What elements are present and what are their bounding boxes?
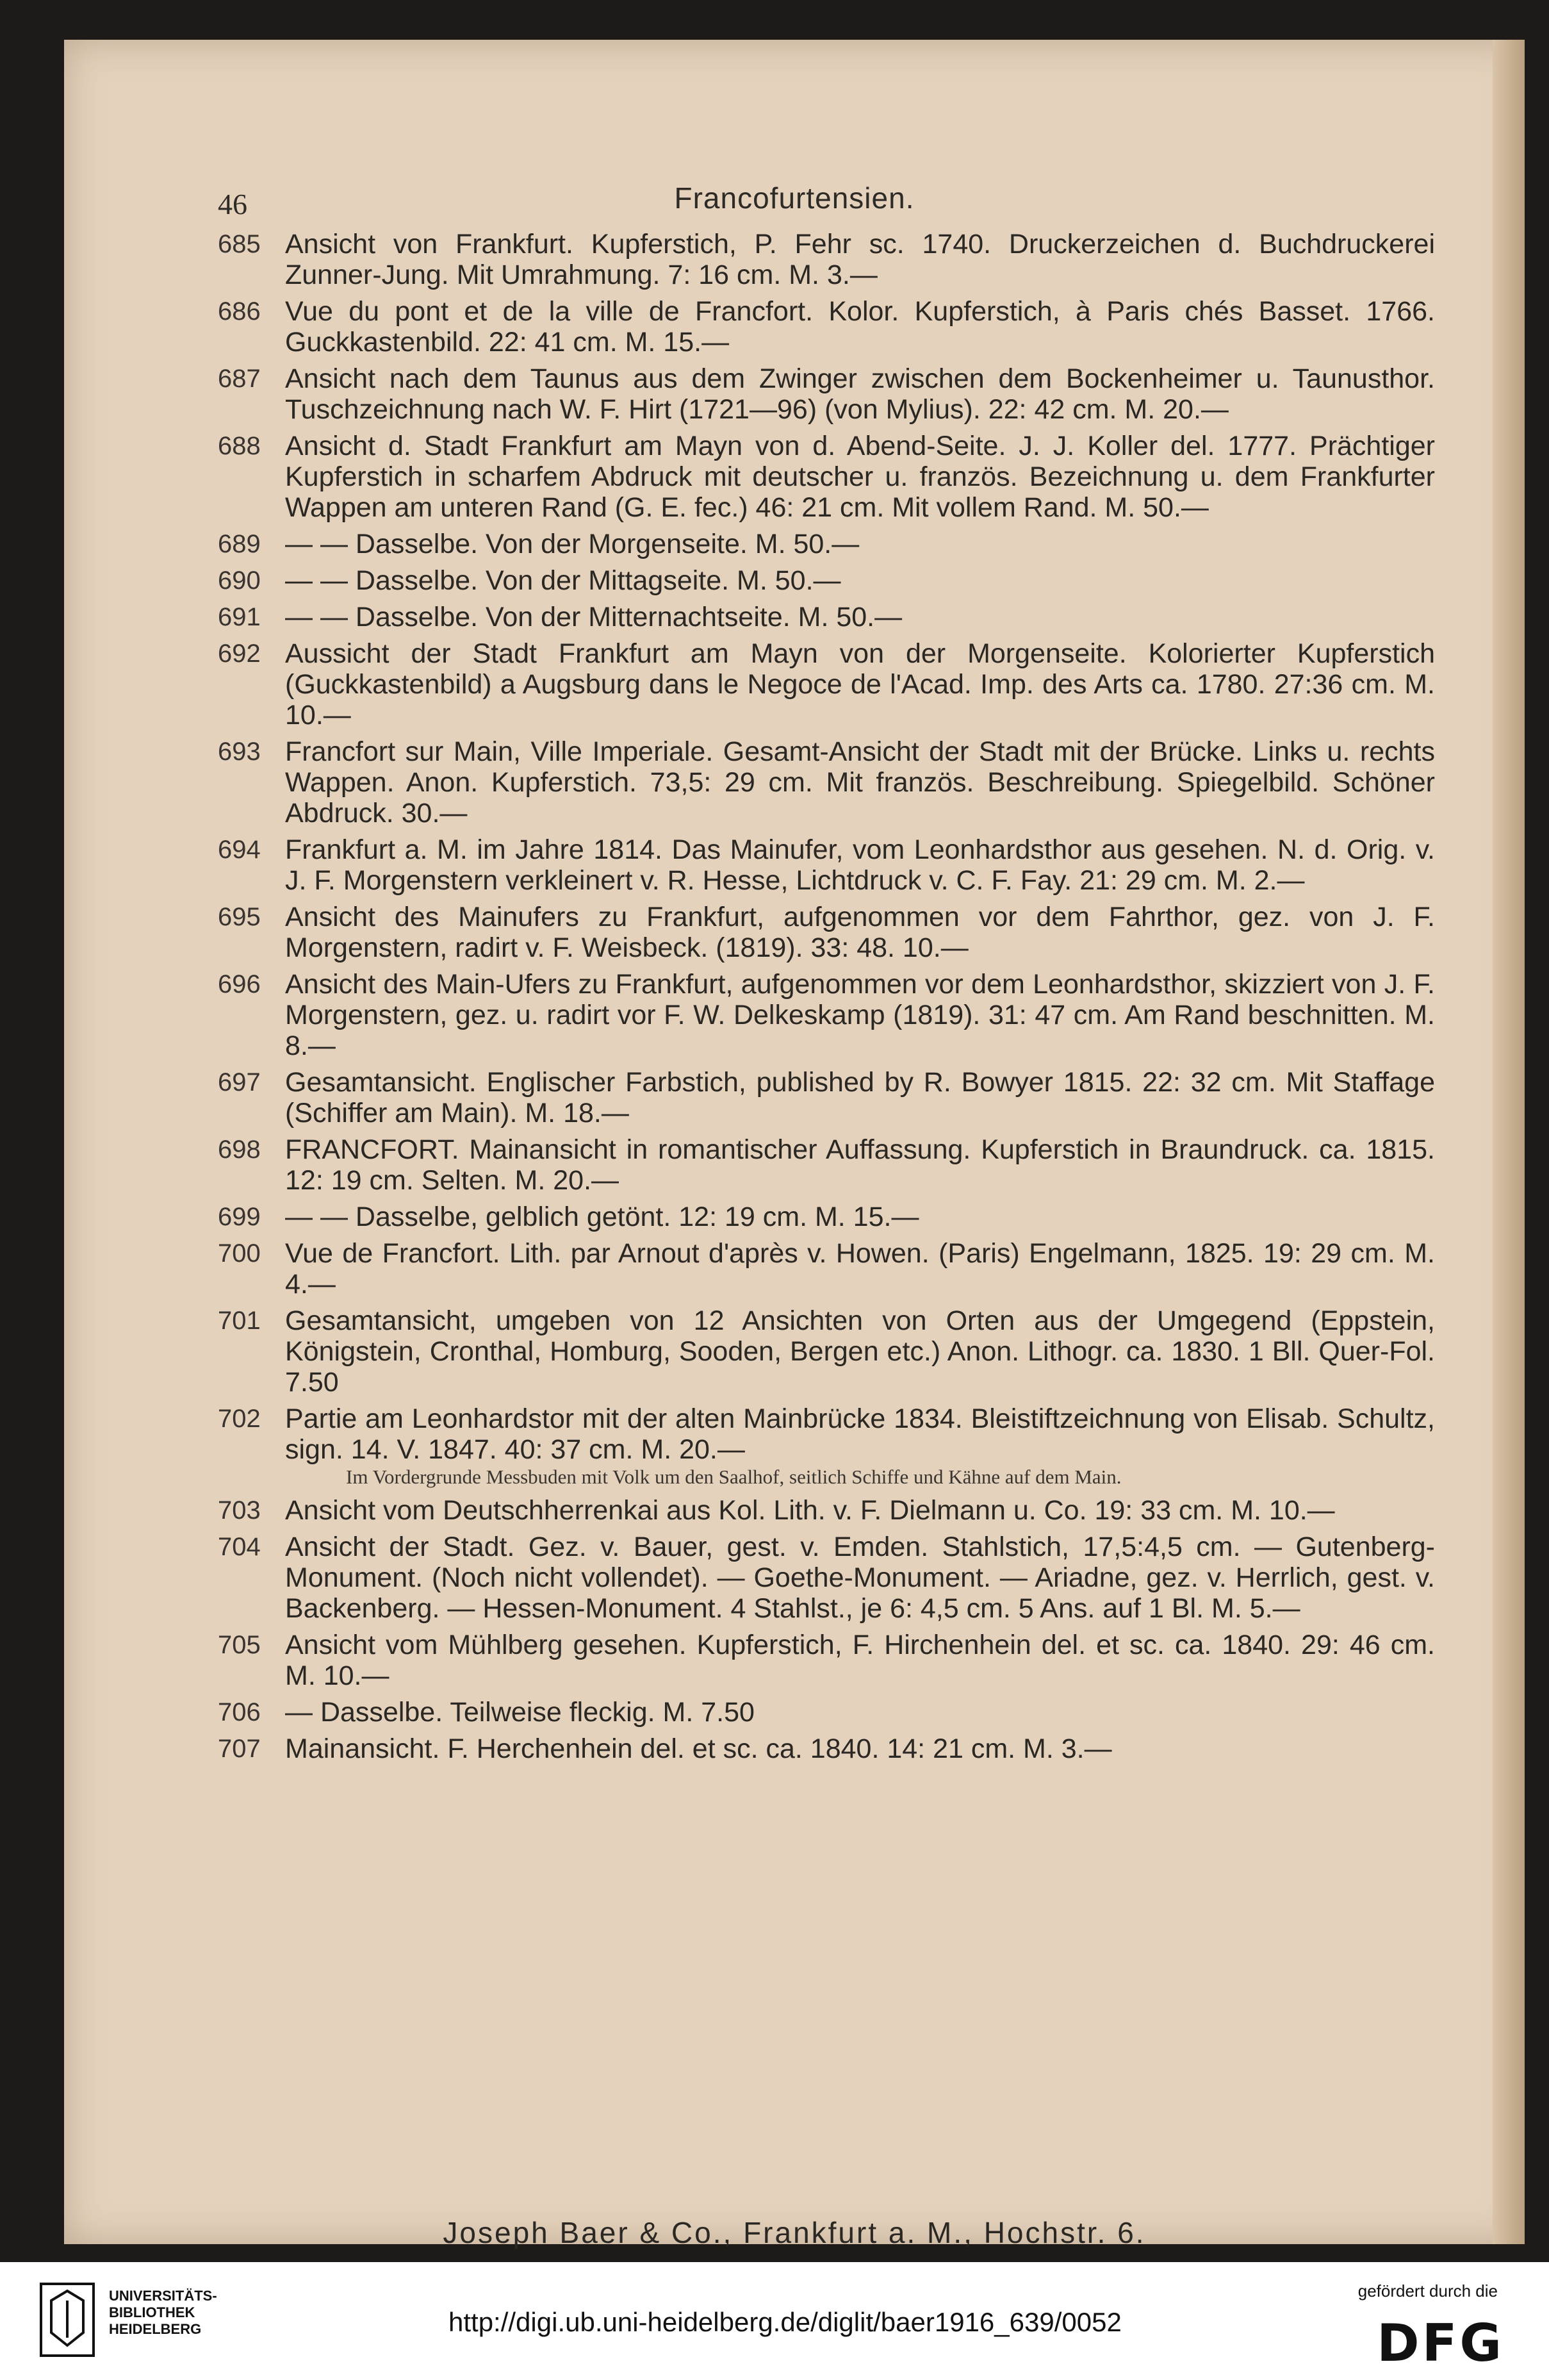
entry-text: Vue de Francfort. Lith. par Arnout d'après v. Howen. (Paris) Engelmann, 1825. 19: 29 cm. M. 4.— <box>285 1238 1435 1300</box>
catalogue-entry <box>218 229 1435 290</box>
entry-text: Ansicht der Stadt. Gez. v. Bauer, gest. v. Emden. Stahlstich, 17,5:4,5 cm. — Gutenberg-Monument. (Noch nicht vollendet). — Goethe-Monument. — Ariadne, gez. v. Herrlich, gest. v. Backenberg. — Hessen-Monument. 4 Stahlst., je 6: 4,5 cm. 5 Ans. auf 1 Bl. M. 5.— <box>285 1532 1435 1624</box>
library-name-line3: HEIDELBERG <box>109 2321 202 2337</box>
book-page <box>64 40 1525 2249</box>
entry-text: Ansicht des Mainufers zu Frankfurt, aufgenommen vor dem Fahrthor, gez. von J. F. Morgenstern, radirt v. F. Weisbeck. (1819). 33: 48. 10.— <box>285 902 1435 963</box>
entry-note: Im Vordergrunde Messbuden mit Volk um den Saalhof, seitlich Schiffe und Kähne auf dem Main. <box>346 1466 1122 1488</box>
entry-text: Ansicht d. Stadt Frankfurt am Mayn von d. Abend-Seite. J. J. Koller del. 1777. Prächtiger Kupferstich in scharfem Abdruck mit deutscher u. französ. Bezeichnung u. dem Frankfurter Wappen am unteren Rand (G. E. fec.) 46: 21 cm. Mit vollem Rand. M. 50.— <box>285 431 1435 523</box>
entry-number: 695 <box>218 903 261 931</box>
entry-number: 705 <box>218 1631 261 1659</box>
entry-number: 691 <box>218 603 261 631</box>
catalogue-entry <box>218 565 1435 596</box>
entry-text: Mainansicht. F. Herchenhein del. et sc. ca. 1840. 14: 21 cm. M. 3.— <box>285 1733 1112 1764</box>
permalink-url[interactable]: http://digi.ub.uni-heidelberg.de/diglit/baer1916_639/0052 <box>448 2307 1122 2337</box>
entry-number: 699 <box>218 1203 261 1231</box>
catalogue-entry <box>218 1305 1435 1398</box>
catalogue-entry <box>218 736 1435 829</box>
catalogue-entry <box>218 602 1435 632</box>
entry-text: Frankfurt a. M. im Jahre 1814. Das Mainufer, vom Leonhardsthor aus gesehen. N. d. Orig. v. J. F. Morgenstern verkleinert v. R. Hesse, Lichtdruck v. C. F. Fay. 21: 29 cm. M. 2.— <box>285 834 1435 896</box>
entry-text: Ansicht vom Mühlberg gesehen. Kupferstich, F. Hirchenhein del. et sc. ca. 1840. 29: 46 cm. M. 10.— <box>285 1630 1435 1691</box>
entry-number: 704 <box>218 1533 261 1561</box>
digitization-footer <box>0 2262 1549 2380</box>
catalogue-entry <box>218 431 1435 523</box>
catalogue-entry <box>218 902 1435 963</box>
entry-number: 688 <box>218 432 261 460</box>
entry-number: 692 <box>218 640 261 668</box>
entry-number: 694 <box>218 836 261 864</box>
entry-number: 686 <box>218 297 261 326</box>
catalogue-entry <box>218 363 1435 425</box>
entry-number: 702 <box>218 1405 261 1433</box>
entry-text: — Dasselbe. Teilweise fleckig. M. 7.50 <box>285 1697 755 1728</box>
entry-text: — — Dasselbe. Von der Morgenseite. M. 50.— <box>285 529 860 559</box>
entry-text: Gesamtansicht, umgeben von 12 Ansichten von Orten aus der Umgegend (Eppstein, Königstein, Cronthal, Homburg, Sooden, Bergen etc.) Anon. Lithogr. ca. 1830. 1 Bll. Quer-Fol. 7.50 <box>285 1305 1435 1398</box>
catalogue-entry <box>218 1733 1435 1764</box>
entry-text: Ansicht vom Deutschherrenkai aus Kol. Lith. v. F. Dielmann u. Co. 19: 33 cm. M. 10.— <box>285 1495 1335 1526</box>
running-title: Francofurtensien. <box>674 181 915 215</box>
entry-text: Ansicht des Main-Ufers zu Frankfurt, aufgenommen vor dem Leonhardsthor, skizziert von J. F. Morgenstern, gez. u. radirt vor F. W. Delkeskamp (1819). 31: 47 cm. Am Rand beschnitten. M. 8.— <box>285 969 1435 1061</box>
entry-text: — — Dasselbe, gelblich getönt. 12: 19 cm. M. 15.— <box>285 1202 919 1232</box>
library-name-line2: BIBLIOTHEK <box>109 2304 195 2320</box>
library-name-line1: UNIVERSITÄTS- <box>109 2288 217 2304</box>
running-head <box>64 149 1525 219</box>
entry-number: 701 <box>218 1307 261 1335</box>
entry-number: 697 <box>218 1068 261 1096</box>
entry-number: 689 <box>218 530 261 558</box>
entry-text: Gesamtansicht. Englischer Farbstich, published by R. Bowyer 1815. 22: 32 cm. Mit Staffage (Schiffer am Main). M. 18.— <box>285 1067 1435 1128</box>
catalogue-entry <box>218 638 1435 731</box>
publisher-imprint: Joseph Baer & Co., Frankfurt a. M., Hochstr. 6. <box>443 2216 1146 2249</box>
entry-number: 693 <box>218 738 261 766</box>
entry-number: 706 <box>218 1698 261 1726</box>
entry-text: Vue du pont et de la ville de Francfort. Kolor. Kupferstich, à Paris chés Basset. 1766. Guckkastenbild. 22: 41 cm. M. 15.— <box>285 296 1435 358</box>
entry-text: FRANCFORT. Mainansicht in romantischer Auffassung. Kupferstich in Braundruck. ca. 1815. 12: 19 cm. Selten. M. 20.— <box>285 1134 1435 1196</box>
catalogue-entry <box>218 1697 1435 1728</box>
entry-text: Francfort sur Main, Ville Imperiale. Gesamt-Ansicht der Stadt mit der Brücke. Links u. rechts Wappen. Anon. Kupferstich. 73,5: 29 cm. Mit französ. Beschreibung. Spiegelbild. Schöner Abdruck. 30.— <box>285 736 1435 829</box>
entry-number: 707 <box>218 1735 261 1763</box>
page-number: 46 <box>218 188 247 220</box>
funded-by-label: gefördert durch die <box>1357 2281 1498 2301</box>
catalogue-entry <box>218 1495 1435 1526</box>
library-name <box>109 2288 217 2338</box>
entry-text: Aussicht der Stadt Frankfurt am Mayn von der Morgenseite. Kolorierter Kupferstich (Guckkastenbild) a Augsburg dans le Negoce de l'Acad. Imp. des Arts ca. 1780. 27:36 cm. M. 10.— <box>285 638 1435 731</box>
entry-text: Ansicht nach dem Taunus aus dem Zwinger zwischen dem Bockenheimer u. Taunusthor. Tuschzeichnung nach W. F. Hirt (1721—96) (von Mylius). 22: 42 cm. M. 20.— <box>285 363 1435 425</box>
entry-text: — — Dasselbe. Von der Mitternachtseite. M. 50.— <box>285 602 903 632</box>
entry-number: 700 <box>218 1239 261 1268</box>
entry-number: 687 <box>218 365 261 393</box>
entry-text: — — Dasselbe. Von der Mittagseite. M. 50.— <box>285 565 841 596</box>
catalogue-entry <box>218 1134 1435 1196</box>
catalogue-entry <box>218 1202 1435 1232</box>
entry-number: 685 <box>218 230 261 258</box>
entry-number: 696 <box>218 970 261 998</box>
catalogue-entry <box>218 969 1435 1061</box>
catalogue-entry <box>218 1630 1435 1691</box>
entry-number: 703 <box>218 1496 261 1525</box>
entry-number: 690 <box>218 566 261 595</box>
entry-text: Ansicht von Frankfurt. Kupferstich, P. Fehr sc. 1740. Druckerzeichen d. Buchdruckerei Zunner-Jung. Mit Umrahmung. 7: 16 cm. M. 3.— <box>285 229 1435 290</box>
library-seal-icon <box>38 2281 96 2358</box>
dfg-logo: DFG <box>1377 2313 1504 2373</box>
catalogue-entry <box>218 834 1435 896</box>
entry-text: Partie am Leonhardstor mit der alten Mainbrücke 1834. Bleistiftzeichnung von Elisab. Schultz, sign. 14. V. 1847. 40: 37 cm. M. 20.— <box>285 1403 1435 1465</box>
catalogue-entry <box>218 529 1435 559</box>
catalogue-entry <box>218 1532 1435 1624</box>
catalogue-entry <box>218 1403 1435 1489</box>
entry-number: 698 <box>218 1136 261 1164</box>
catalogue-entry <box>218 1238 1435 1300</box>
catalogue-entry <box>218 1067 1435 1128</box>
catalogue-entries <box>218 229 1435 1770</box>
catalogue-entry <box>218 296 1435 358</box>
page-edge <box>1493 40 1525 2244</box>
